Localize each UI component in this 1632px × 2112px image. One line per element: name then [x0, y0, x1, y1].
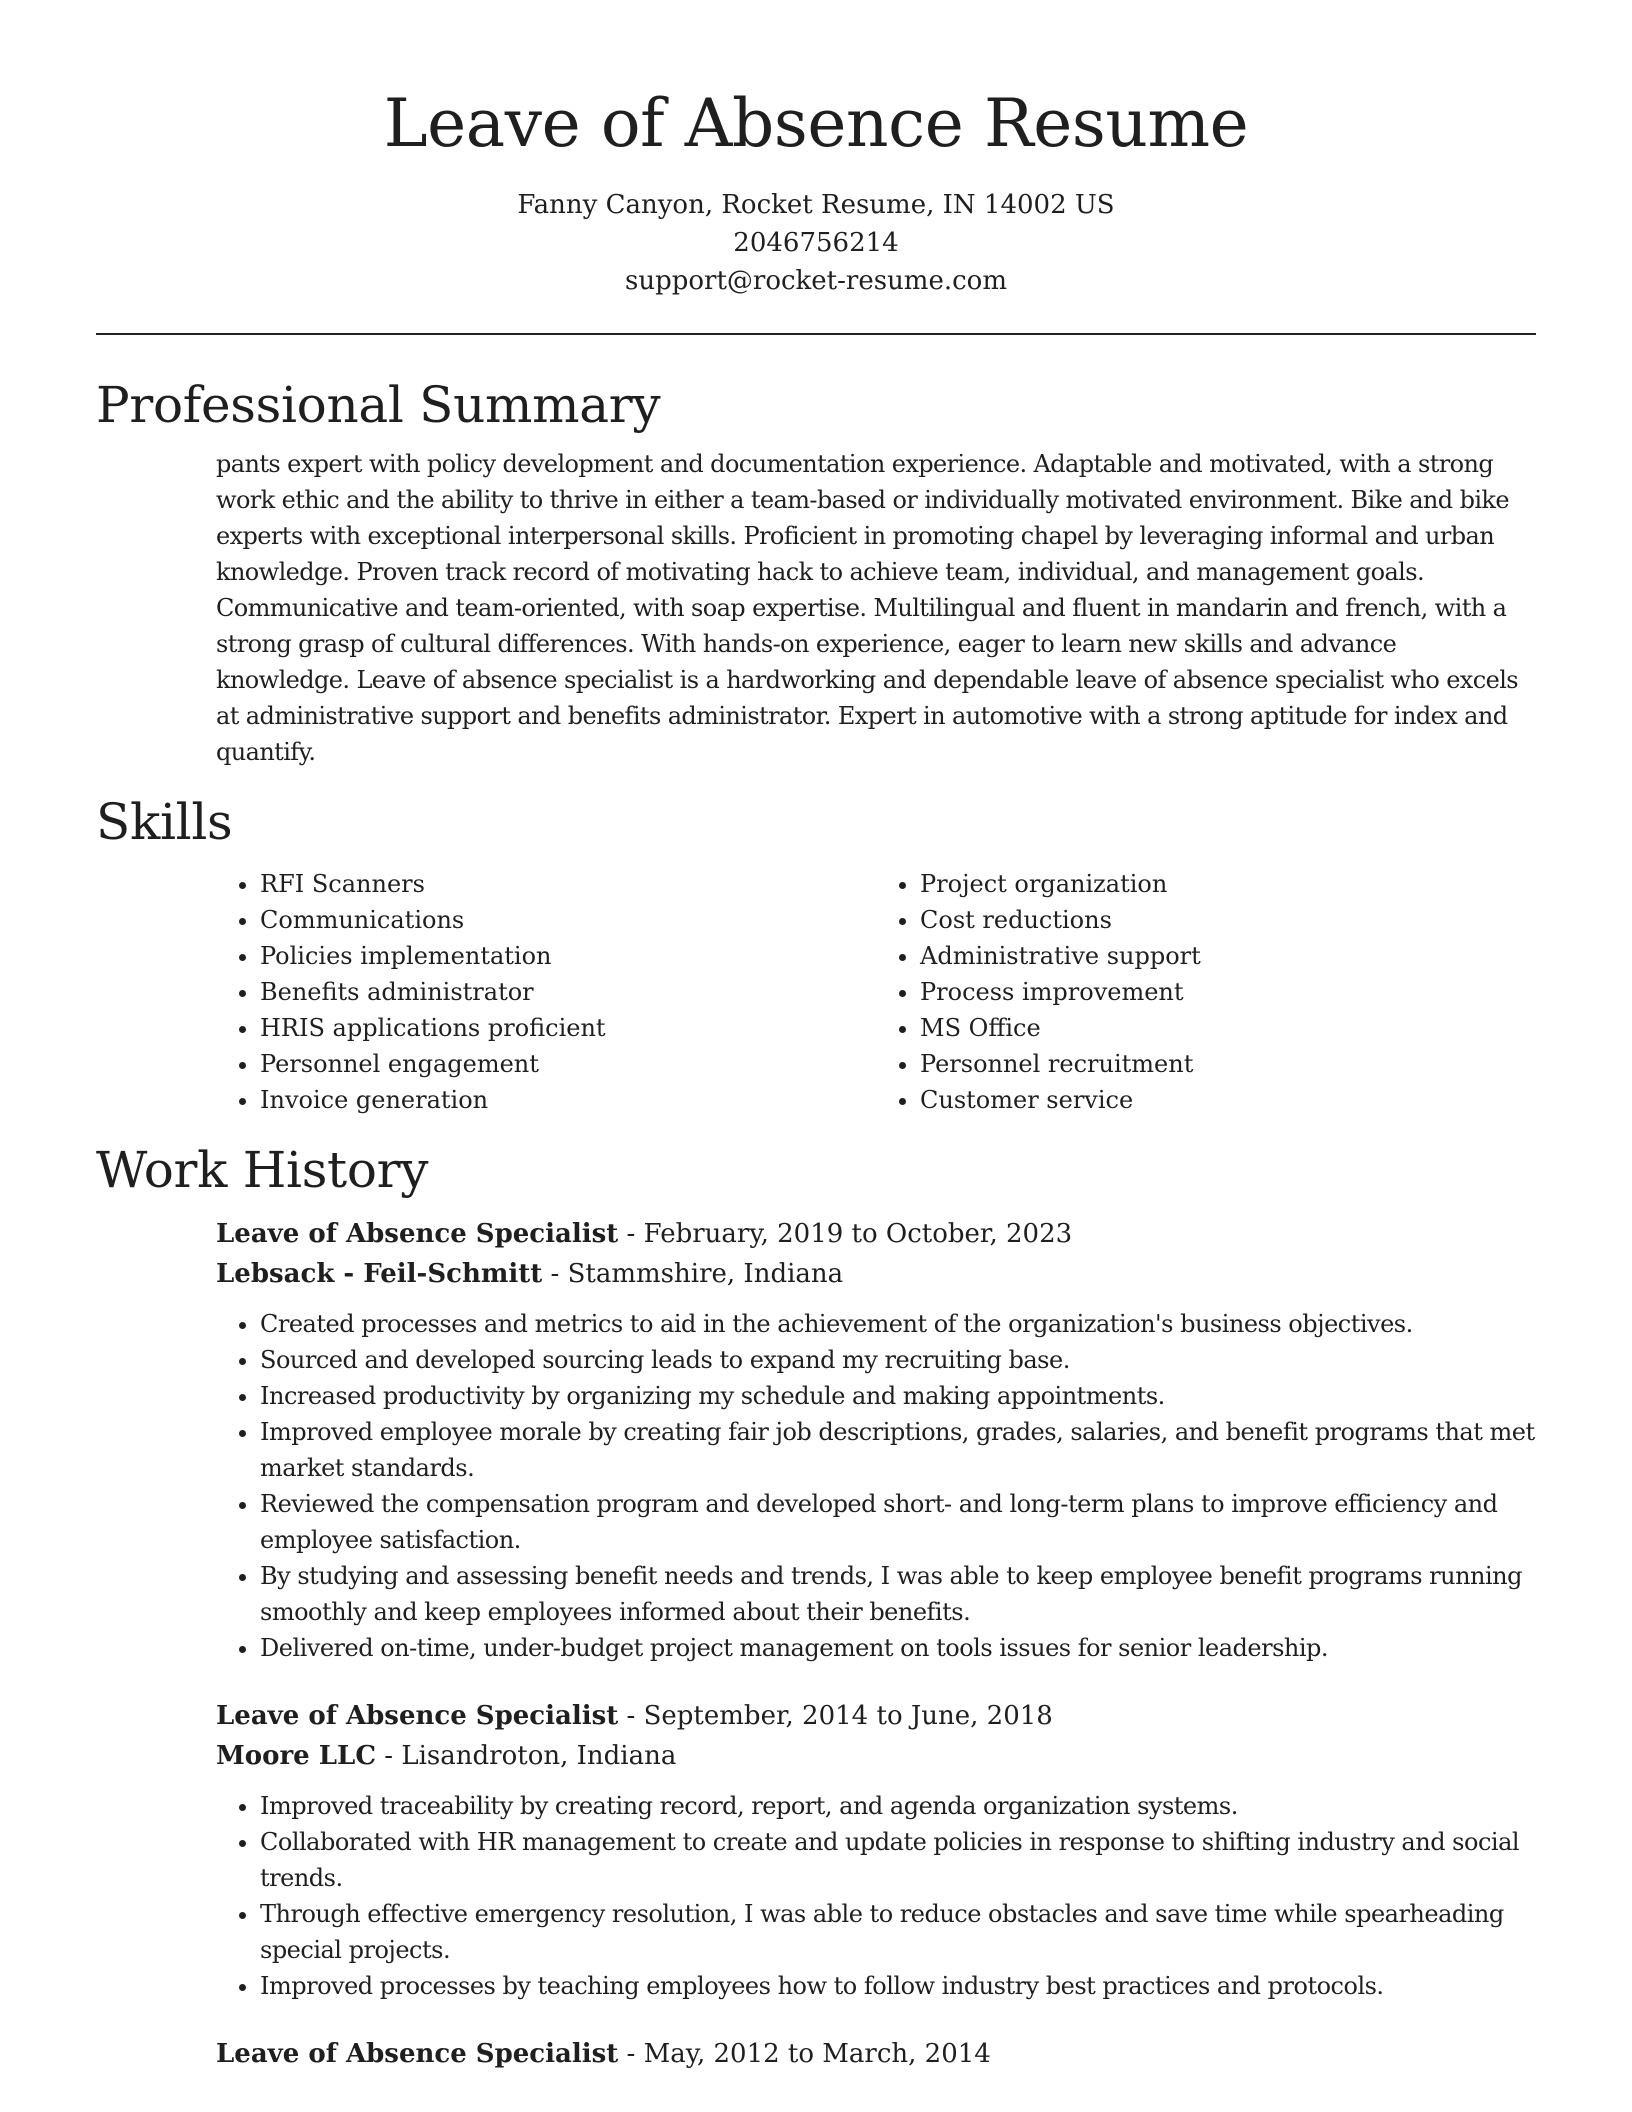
job-bullet: • Improved employee morale by creating fair job descriptions, grades, salaries, and benefit programs that met market standards. — [260, 1414, 1536, 1486]
skill-item: • Invoice generation — [260, 1082, 876, 1118]
skills-column-right — [876, 866, 1536, 1118]
job-location: Stammshire, Indiana — [567, 1258, 844, 1289]
job-title-line — [216, 1696, 1536, 1736]
job-company: Lebsack - Feil-Schmitt — [216, 1258, 543, 1289]
job-bullet: • Sourced and developed sourcing leads to expand my recruiting base. — [260, 1342, 1536, 1378]
job-title: Leave of Absence Specialist — [216, 2038, 619, 2069]
job-dates: May, 2012 to March, 2014 — [643, 2038, 991, 2069]
skill-item: • Customer service — [920, 1082, 1536, 1118]
job-entry — [216, 1214, 1536, 1666]
job-bullet: • Through effective emergency resolution, I was able to reduce obstacles and save time while spearheading special projects. — [260, 1896, 1536, 1968]
contact-block — [96, 186, 1536, 300]
job-title: Leave of Absence Specialist — [216, 1700, 619, 1731]
skill-item: • Policies implementation — [260, 938, 876, 974]
contact-email: support@rocket-resume.com — [624, 265, 1007, 296]
contact-address: Fanny Canyon, Rocket Resume, IN 14002 US — [517, 189, 1115, 220]
skill-item: • HRIS applications proficient — [260, 1010, 876, 1046]
skill-item: • Process improvement — [920, 974, 1536, 1010]
skill-item: • MS Office — [920, 1010, 1536, 1046]
job-entry — [216, 1696, 1536, 2004]
contact-phone: 2046756214 — [733, 227, 899, 258]
skills-heading: Skills — [96, 792, 233, 851]
job-bullets — [216, 1788, 1536, 2004]
job-bullet: • Created processes and metrics to aid in the achievement of the organization's business objectives. — [260, 1306, 1536, 1342]
job-location: Lisandroton, Indiana — [401, 1740, 677, 1771]
job-entry — [216, 2034, 1536, 2074]
skill-item: • Personnel recruitment — [920, 1046, 1536, 1082]
job-company: Moore LLC — [216, 1740, 377, 1771]
job-bullet: • By studying and assessing benefit needs and trends, I was able to keep employee benefit programs running smoothly and keep employees informed about their benefits. — [260, 1558, 1536, 1630]
skill-item: • Project organization — [920, 866, 1536, 902]
summary-heading: Professional Summary — [96, 375, 661, 434]
separator: - — [376, 1740, 402, 1771]
job-bullet: • Reviewed the compensation program and developed short- and long-term plans to improve efficiency and employee satisfaction. — [260, 1486, 1536, 1558]
job-bullet: • Increased productivity by organizing my schedule and making appointments. — [260, 1378, 1536, 1414]
job-title: Leave of Absence Specialist — [216, 1218, 619, 1249]
job-bullet: • Improved traceability by creating record, report, and agenda organization systems. — [260, 1788, 1536, 1824]
skills-grid — [216, 866, 1536, 1118]
skill-item: • Communications — [260, 902, 876, 938]
job-company-line — [216, 1736, 1536, 1776]
job-bullet: • Delivered on-time, under-budget project management on tools issues for senior leadership. — [260, 1630, 1536, 1666]
skills-column-left — [216, 866, 876, 1118]
job-dates: September, 2014 to June, 2018 — [643, 1700, 1053, 1731]
job-bullet: • Improved processes by teaching employees how to follow industry best practices and protocols. — [260, 1968, 1536, 2004]
job-title-line — [216, 2034, 1536, 2074]
skill-item: • Personnel engagement — [260, 1046, 876, 1082]
separator: - — [618, 1700, 644, 1731]
header-divider — [96, 333, 1536, 335]
separator: - — [618, 2038, 644, 2069]
job-bullets — [216, 1306, 1536, 1666]
job-company-line — [216, 1254, 1536, 1294]
resume-page — [96, 0, 1536, 2074]
job-dates: February, 2019 to October, 2023 — [643, 1218, 1073, 1249]
summary-text: pants expert with policy development and documentation experience. Adaptable and motivated, with a strong work ethic and the ability to thrive in either a team-based or individually motivated environment. Bike and bike experts with exceptional interpersonal skills. Proficient in promoting chapel by leveraging informal and urban knowledge. Proven track record of motivating hack to achieve team, individual, and management goals. Communicative and team-oriented, with soap expertise. Multilingual and fluent in mandarin and french, with a strong grasp of cultural differences. With hands-on experience, eager to learn new skills and advance knowledge. Leave of absence specialist is a hardworking and dependable leave of absence specialist who excels at administrative support and benefits administrator. Expert in automotive with a strong aptitude for index and quantify. — [216, 449, 1518, 766]
resume-title: Leave of Absence Resume — [383, 85, 1249, 162]
skill-item: • Benefits administrator — [260, 974, 876, 1010]
skill-item: • Administrative support — [920, 938, 1536, 974]
separator: - — [542, 1258, 568, 1289]
work-history-heading: Work History — [96, 1140, 429, 1199]
skill-item: • RFI Scanners — [260, 866, 876, 902]
skill-item: • Cost reductions — [920, 902, 1536, 938]
job-bullet: • Collaborated with HR management to create and update policies in response to shifting industry and social trends. — [260, 1824, 1536, 1896]
separator: - — [618, 1218, 644, 1249]
job-title-line — [216, 1214, 1536, 1254]
